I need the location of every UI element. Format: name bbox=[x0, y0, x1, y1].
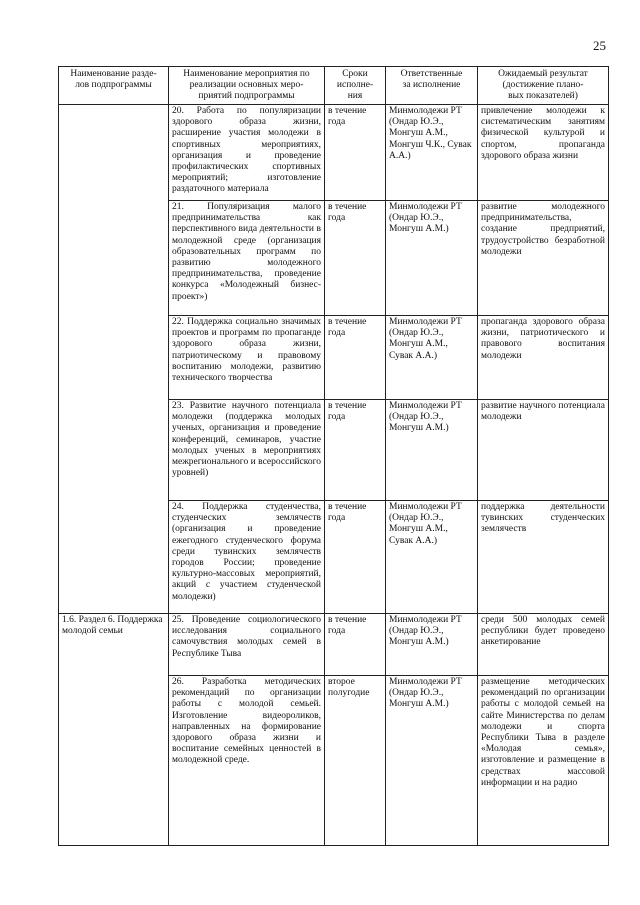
term-cell: второе полугодие bbox=[325, 676, 386, 846]
section-cell: 1.6. Раздел 6. Поддержка молодой семьи bbox=[59, 614, 169, 846]
header-term: Сроки исполне- ния bbox=[325, 67, 386, 105]
event-cell: 23. Развитие научного потенциала молодежи (поддержка молодых ученых, организация и проведение конференций, семинаров, участие молодых ученых в мероприятиях межрегионального и всероссийского уровней) bbox=[169, 400, 325, 501]
term-cell: в течение года bbox=[325, 501, 386, 614]
term-cell: в течение года bbox=[325, 400, 386, 501]
result-cell: развитие молодежного предпринимательства, создание предприятий, трудоустройство безработной молодежи bbox=[478, 201, 609, 316]
event-cell: 22. Поддержка социально значимых проектов и программ по пропаганде здорового образа жизни, патриотическому и правовому воспитанию молодежи, развитию технического творчества bbox=[169, 316, 325, 400]
responsible-cell: Минмолодежи РТ (Ондар Ю.Э., Монгуш А.М., Сувак А.А.) bbox=[386, 501, 478, 614]
result-cell: размещение методических рекомендаций по организации работы с молодой семьей на сайте Министерства по делам молодежи и спорта Республики Тыва в разделе «Молодая семья», изготовление и размещение в средствах массовой информации и на радио bbox=[478, 676, 609, 846]
responsible-cell: Минмолодежи РТ (Ондар Ю.Э., Монгуш А.М., Монгуш Ч.К., Сувак А.А.) bbox=[386, 105, 478, 201]
responsible-cell: Минмолодежи РТ (Ондар Ю.Э., Монгуш А.М.) bbox=[386, 676, 478, 846]
page-number: 25 bbox=[593, 38, 606, 53]
table-header-row bbox=[59, 67, 609, 105]
result-cell: привлечение молодежи к систематическим занятиям физической культурой и спортом, пропаганда здорового образа жизни bbox=[478, 105, 609, 201]
result-cell: пропаганда здорового образа жизни, патриотического и правового воспитания молодежи bbox=[478, 316, 609, 400]
event-cell: 26. Разработка методических рекомендаций по организации работы с молодой семьей. Изготовление видеороликов, направленных на формирование здорового образа жизни и воспитание семейных ценностей в молодежной среде. bbox=[169, 676, 325, 846]
header-event: Наименование мероприятия по реализации основных меро- приятий подпрограммы bbox=[169, 67, 325, 105]
header-responsible: Ответственные за исполнение bbox=[386, 67, 478, 105]
table-row bbox=[59, 614, 609, 676]
result-cell: развитие научного потенциала молодежи bbox=[478, 400, 609, 501]
term-cell: в течение года bbox=[325, 614, 386, 676]
responsible-cell: Минмолодежи РТ (Ондар Ю.Э., Монгуш А.М.) bbox=[386, 201, 478, 316]
result-cell: поддержка деятельности тувинских студенческих землячеств bbox=[478, 501, 609, 614]
term-cell: в течение года bbox=[325, 105, 386, 201]
section-cell bbox=[59, 105, 169, 614]
event-cell: 25. Проведение социологического исследования социального самочувствия молодых семей в Республике Тыва bbox=[169, 614, 325, 676]
event-cell: 24. Поддержка студенчества, студенческих землячеств (организация и проведение ежегодного студенческого форума среди тувинских землячеств городов России; проведение культурно-массовых мероприятий, акций с участием студенческой молодежи) bbox=[169, 501, 325, 614]
responsible-cell: Минмолодежи РТ (Ондар Ю.Э., Монгуш А.М.) bbox=[386, 614, 478, 676]
responsible-cell: Минмолодежи РТ (Ондар Ю.Э., Монгуш А.М.) bbox=[386, 400, 478, 501]
result-cell: среди 500 молодых семей республики будет проведено анкетирование bbox=[478, 614, 609, 676]
program-table bbox=[58, 66, 609, 846]
event-cell: 21. Популяризация малого предпринимательства как перспективного вида деятельности в молодежной среде (организация образовательных программ по развитию молодежного предпринимательства, проведение конкурса «Молодежный бизнес-проект») bbox=[169, 201, 325, 316]
table-row bbox=[59, 105, 609, 201]
term-cell: в течение года bbox=[325, 316, 386, 400]
responsible-cell: Минмолодежи РТ (Ондар Ю.Э., Монгуш А.М., Сувак А.А.) bbox=[386, 316, 478, 400]
term-cell: в течение года bbox=[325, 201, 386, 316]
header-section: Наименование разде- лов подпрограммы bbox=[59, 67, 169, 105]
event-cell: 20. Работа по популяризации здорового образа жизни, расширение участия молодежи в спортивных мероприятиях, организация и проведение профилактических спортивных мероприятий; изготовление раздаточного материала bbox=[169, 105, 325, 201]
header-result: Ожидаемый результат (достижение плано- вых показателей) bbox=[478, 67, 609, 105]
